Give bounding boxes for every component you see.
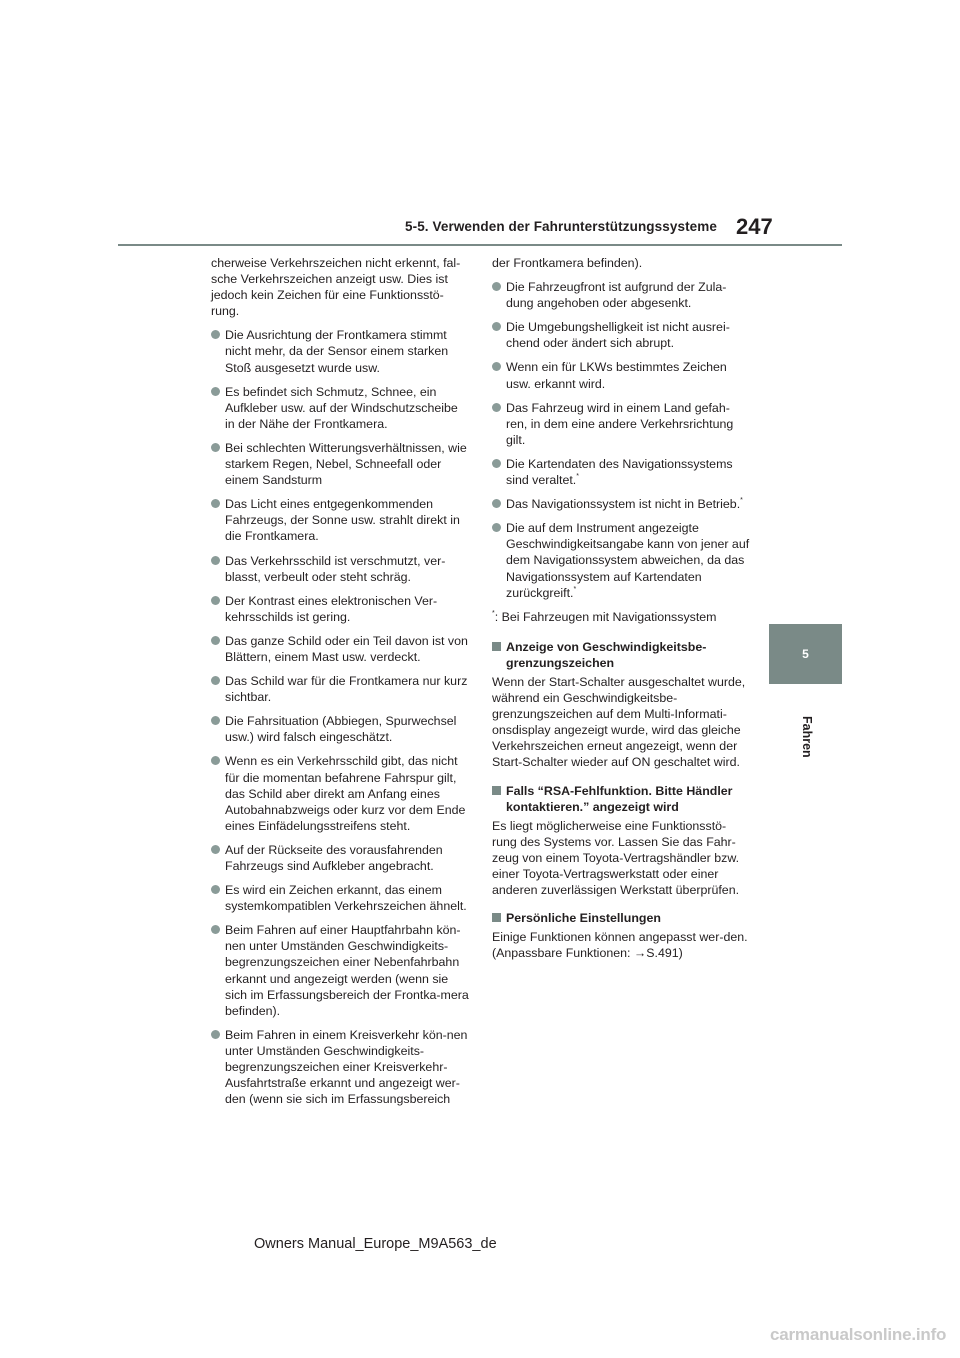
- bullet-text: Das Verkehrsschild ist verschmutzt, ver-blasst, verbeult oder steht schräg.: [225, 553, 446, 584]
- bullet-item: [211, 882, 469, 914]
- bullet-dot-icon: [492, 459, 501, 468]
- bullet-text: Das ganze Schild oder ein Teil davon ist von Blättern, einem Mast usw. verdeckt.: [225, 633, 468, 664]
- section-body: Wenn der Start-Schalter ausgeschaltet wurde, während ein Geschwindigkeitsbe-grenzungszeichen auf dem Multi-Informati-onsdisplay angezeigt wurde, wird das gleiche Verkehrszeichen erneut angezeigt, wenn der Start-Schalter wieder auf ON geschaltet wird.: [492, 674, 746, 770]
- header-divider: [118, 244, 842, 246]
- bullet-dot-icon: [211, 845, 220, 854]
- footnote-reference: *: [740, 497, 743, 505]
- bullet-text: Das Licht eines entgegenkommenden Fahrzeugs, der Sonne usw. strahlt direkt in die Frontkamera.: [225, 497, 460, 544]
- bullet-text: Beim Fahren auf einer Hauptfahrbahn kön-nen unter Umständen Geschwindigkeits-begrenzungszeichen einer Nebenfahrbahn erkannt und angezeigt werden (wenn sie sich im Erfassungsbereich der Frontka-mera befinden).: [225, 923, 469, 1018]
- watermark: carmanualsonline.info: [770, 1325, 947, 1344]
- bullet-item: [211, 633, 469, 665]
- bullet-dot-icon: [211, 499, 220, 508]
- bullet-dot-icon: [211, 443, 220, 452]
- bullet-item: [211, 922, 469, 1019]
- bullet-dot-icon: [211, 1030, 220, 1039]
- square-bullet-icon: [492, 913, 501, 922]
- section-heading: [492, 639, 750, 671]
- bullet-text: Es wird ein Zeichen erkannt, das einem systemkompatiblen Verkehrszeichen ähnelt.: [225, 883, 467, 914]
- bullet-dot-icon: [211, 636, 220, 645]
- bullet-item: [211, 1027, 469, 1107]
- continuation-paragraph: der Frontkamera befinden).: [492, 256, 643, 270]
- bullet-text: Bei schlechten Witterungsverhältnissen, wie starkem Regen, Nebel, Schneefall oder einem Sandsturm: [225, 440, 467, 488]
- bullet-text: Die Fahrzeugfront ist aufgrund der Zula-dung angehoben oder abgesenkt.: [506, 280, 727, 311]
- bullet-dot-icon: [211, 387, 220, 396]
- bullet-item: [211, 842, 469, 874]
- bullet-text: Beim Fahren in einem Kreisverkehr kön-nen unter Umständen Geschwindigkeits-begrenzungszeichen einer Kreisverkehr-Ausfahrtstraße erkannt und angezeigt wer-den (wenn sie sich im Erfassungsbereich: [225, 1027, 468, 1107]
- section-heading-text: Falls “RSA-Fehlfunktion. Bitte Händler kontaktieren.” angezeigt wird: [506, 783, 733, 814]
- bullet-text: Auf der Rückseite des vorausfahrenden Fahrzeugs sind Aufkleber angebracht.: [225, 842, 443, 873]
- footnote: [492, 609, 750, 625]
- bullet-item: [211, 440, 469, 488]
- chapter-tab[interactable]: 5: [769, 624, 842, 684]
- square-bullet-icon: [492, 642, 501, 651]
- bullet-dot-icon: [211, 676, 220, 685]
- bullet-text: Die Umgebungshelligkeit ist nicht ausrei-chend oder ändert sich abrupt.: [506, 320, 730, 351]
- bullet-item: [211, 553, 469, 585]
- section-body: Es liegt möglicherweise eine Funktionsstö-rung des Systems vor. Lassen Sie das Fahr-zeug von einem Toyota-Vertragshändler bzw. einer Toyota-Vertragswerkstatt oder einer anderen zuverlässigen Werkstatt überprüfen.: [492, 818, 740, 898]
- bullet-dot-icon: [211, 330, 220, 339]
- footnote-mark: *: [492, 609, 495, 617]
- left-column: [211, 255, 469, 1115]
- bullet-item: [211, 753, 469, 833]
- bullet-item: [492, 400, 750, 448]
- bullet-text: Die Ausrichtung der Frontkamera stimmt nicht mehr, da der Sensor einem starken Stoß ausgesetzt wurde usw.: [225, 328, 449, 375]
- bullet-text: Die Kartendaten des Navigationssystems sind veraltet.: [506, 456, 733, 488]
- bullet-item: [492, 359, 750, 391]
- bullet-dot-icon: [492, 362, 501, 371]
- right-column: [492, 255, 750, 973]
- bullet-text: Das Navigationssystem ist nicht in Betrieb.: [506, 497, 741, 512]
- bullet-dot-icon: [211, 716, 220, 725]
- bullet-dot-icon: [492, 523, 501, 532]
- chapter-tab-label: Fahren: [800, 716, 814, 758]
- bullet-item: [492, 279, 750, 311]
- bullet-dot-icon: [492, 403, 501, 412]
- section-body: Einige Funktionen können angepasst wer-den. (Anpassbare Funktionen: →S.491): [492, 930, 748, 961]
- bullet-dot-icon: [492, 282, 501, 291]
- section-heading-text: Anzeige von Geschwindigkeitsbe-grenzungszeichen: [506, 639, 707, 670]
- square-bullet-icon: [492, 786, 501, 795]
- bullet-dot-icon: [211, 925, 220, 934]
- bullet-text: Es befindet sich Schmutz, Schnee, ein Aufkleber usw. auf der Windschutzscheibe in der Nähe der Frontkamera.: [225, 384, 458, 431]
- bullet-dot-icon: [211, 596, 220, 605]
- bullet-text: Das Schild war für die Frontkamera nur kurz sichtbar.: [225, 674, 468, 705]
- bullet-item: [211, 384, 469, 432]
- bullet-text: Wenn es ein Verkehrsschild gibt, das nicht für die momentan befahrene Fahrspur gilt, das Schild aber direkt am Anfang eines Autobahnabzweigs oder kurz vor dem Ende eines Einfädelungsstreifens steht.: [225, 754, 466, 833]
- bullet-text: Die auf dem Instrument angezeigte Geschwindigkeitsangabe kann von jener auf dem Navigationssystem abweichen, da das Navigationssystem auf Kartendaten zurückgreift.: [506, 521, 750, 600]
- bullet-dot-icon: [492, 499, 501, 508]
- intro-paragraph: cherweise Verkehrszeichen nicht erkennt, fal-sche Verkehrszeichen anzeigt usw. Dies ist jedoch kein Zeichen für eine Funktionsstö-rung.: [211, 256, 461, 319]
- bullet-text: Das Fahrzeug wird in einem Land gefah-ren, in dem eine andere Verkehrsrichtung gilt.: [506, 400, 734, 447]
- bullet-item: [211, 593, 469, 625]
- bullet-text: Wenn ein für LKWs bestimmtes Zeichen usw. erkannt wird.: [506, 360, 727, 391]
- bullet-dot-icon: [492, 322, 501, 331]
- footer-manual-name: Owners Manual_Europe_M9A563_de: [254, 1236, 497, 1252]
- bullet-dot-icon: [211, 885, 220, 894]
- bullet-item: [211, 673, 469, 705]
- bullet-text: Der Kontrast eines elektronischen Ver-kehrsschilds ist gering.: [225, 593, 438, 624]
- bullet-dot-icon: [211, 556, 220, 565]
- footnote-text: : Bei Fahrzeugen mit Navigationssystem: [494, 609, 717, 624]
- footnote-reference: *: [573, 585, 577, 593]
- section-heading: [492, 910, 750, 926]
- section-heading: [492, 783, 750, 815]
- bullet-item: [492, 319, 750, 351]
- bullet-item: [492, 496, 750, 512]
- bullet-item: [211, 327, 469, 375]
- bullet-dot-icon: [211, 756, 220, 765]
- bullet-item: [211, 713, 469, 745]
- section-heading-text: Persönliche Einstellungen: [506, 911, 661, 926]
- bullet-text: Die Fahrsituation (Abbiegen, Spurwechsel usw.) wird falsch eingeschätzt.: [225, 714, 457, 745]
- bullet-item: [492, 456, 750, 488]
- footnote-reference: *: [576, 473, 579, 481]
- bullet-item: [492, 520, 750, 600]
- page-number: 247: [736, 214, 773, 239]
- bullet-item: [211, 496, 469, 544]
- section-title: 5-5. Verwenden der Fahrunterstützungssysteme: [405, 219, 717, 234]
